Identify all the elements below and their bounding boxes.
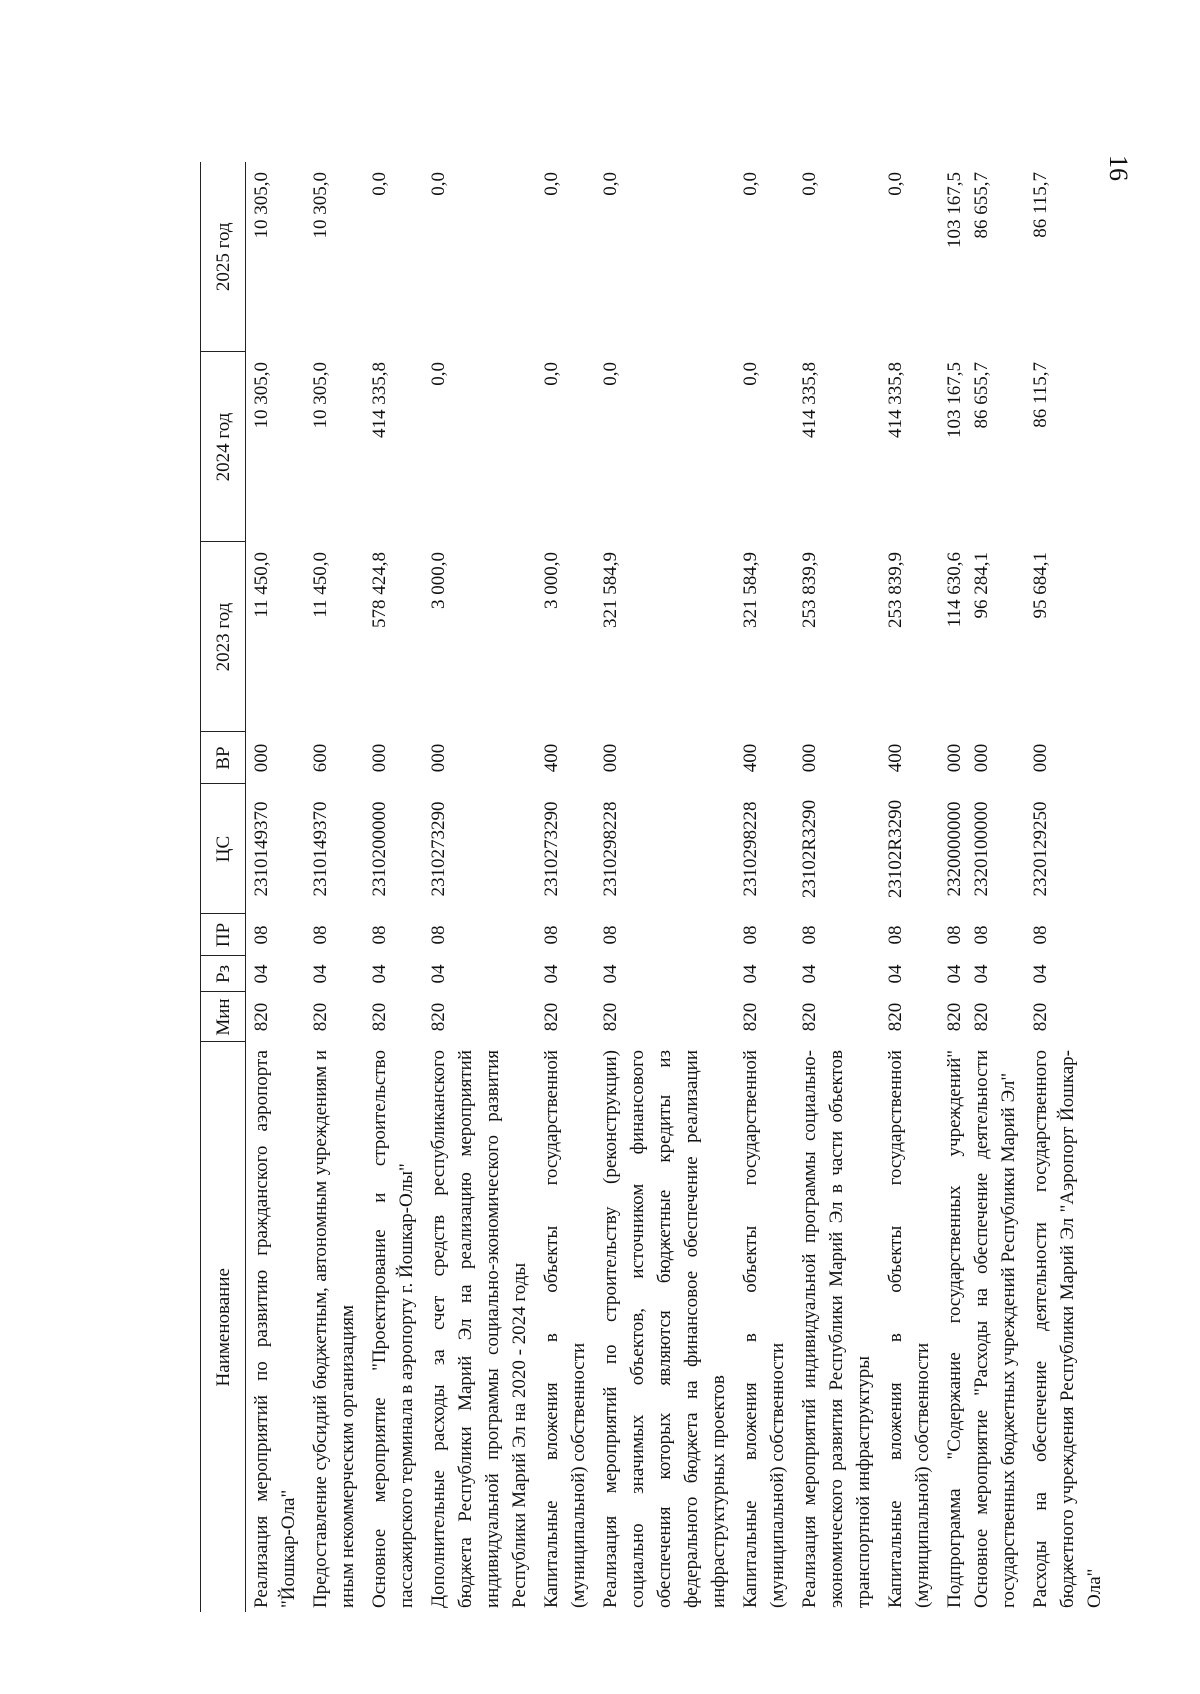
- cell-min: [536, 992, 595, 1042]
- cell-rz-value: 04: [885, 964, 906, 984]
- cell-pr: [735, 914, 794, 956]
- cell-cs: [536, 784, 595, 914]
- cell-2025-value: 0,0: [600, 172, 621, 196]
- cell-cs: [939, 784, 1025, 914]
- cell-cs-value: 2310298228: [600, 801, 621, 897]
- table-row: [423, 162, 536, 1612]
- cell-pr: [939, 914, 1025, 956]
- table-row: [794, 162, 880, 1612]
- table-header: [201, 162, 246, 1612]
- cell-name: Реализация мероприятий индивидуальной программы социально-экономического развития Республики Марий Эл в части объектов транспортной инфраструктуры: [799, 1050, 874, 1608]
- cell-rz: [305, 956, 364, 992]
- cell-cs-value: 2310273290: [428, 801, 449, 897]
- cell-2024: [536, 352, 595, 542]
- cell-cs-value: 23102R3290: [885, 799, 906, 899]
- cell-rz: [423, 956, 536, 992]
- cell-min-value: 820: [251, 1002, 272, 1032]
- cell-2025-value: 10 305,0: [251, 172, 272, 239]
- cell-vr: [246, 732, 306, 784]
- cell-2023-value: 321 584,9: [600, 552, 621, 628]
- cell-min-value: 820: [428, 1002, 449, 1032]
- table-row: [595, 162, 735, 1612]
- cell-name: Предоставление субсидий бюджетным, автономным учреждениям и иным некоммерческим организациям: [310, 1050, 358, 1608]
- header-rz: Рз: [201, 956, 246, 992]
- cell-rz: [880, 956, 939, 992]
- cell-rz-value: 04: [251, 964, 272, 984]
- cell-2023: [794, 542, 880, 732]
- cell-2024: [880, 352, 939, 542]
- cell-name: Капитальные вложения в объекты государственной (муниципальной) собственности: [740, 1050, 788, 1608]
- cell-cs-value: 2320000000: [944, 801, 965, 897]
- cell-pr: [305, 914, 364, 956]
- cell-cs-value: 23102R3290: [799, 799, 820, 899]
- cell-rz-value: 04: [799, 964, 820, 984]
- cell-2023-value: 3 000,0: [541, 552, 562, 609]
- header-vr: ВР: [201, 732, 246, 784]
- cell-pr-value: 08: [799, 925, 820, 945]
- cell-pr-value: 08: [369, 925, 390, 945]
- cell-2025: [1025, 162, 1111, 352]
- cell-pr-value: 08: [971, 925, 992, 945]
- cell-min: [595, 992, 735, 1042]
- cell-vr-value: 000: [1030, 743, 1051, 773]
- cell-2023: [735, 542, 794, 732]
- cell-2025-value: 0,0: [541, 172, 562, 196]
- cell-2024-value: 414 335,8: [885, 362, 906, 438]
- cell-pr-value: 08: [944, 925, 965, 945]
- cell-min: [880, 992, 939, 1042]
- cell-vr-value: 000: [600, 743, 621, 773]
- cell-2024-value: 86 655,7: [971, 362, 992, 429]
- cell-2025: [880, 162, 939, 352]
- header-2025: 2025 год: [201, 162, 246, 352]
- cell-vr-value: 000: [944, 743, 965, 773]
- cell-vr-value: 600: [310, 743, 331, 773]
- cell-cs: [735, 784, 794, 914]
- cell-2023: [1025, 542, 1111, 732]
- cell-2025-value: 0,0: [369, 172, 390, 196]
- cell-vr-value: 000: [971, 743, 992, 773]
- cell-pr: [423, 914, 536, 956]
- cell-2025-value: 86 655,7: [971, 172, 992, 239]
- cell-pr: [364, 914, 423, 956]
- cell-name: Дополнительные расходы за счет средств республиканского бюджета Республики Марий Эл на реализацию мероприятий индивидуальной программы социально-экономического развития Республики Марий Эл на 2020 - 2024 годы: [428, 1050, 530, 1608]
- cell-rz: [536, 956, 595, 992]
- cell-rz: [246, 956, 306, 992]
- cell-rz-value: 04: [541, 964, 562, 984]
- cell-2024-value: 0,0: [600, 362, 621, 386]
- cell-min: [1025, 992, 1111, 1042]
- cell-2023-value: 578 424,8: [369, 552, 390, 628]
- cell-rz-value: 04: [971, 964, 992, 984]
- cell-pr: [794, 914, 880, 956]
- cell-min-value: 820: [944, 1002, 965, 1032]
- cell-vr-value: 000: [369, 743, 390, 773]
- header-row: [201, 162, 246, 1612]
- cell-name: Реализация мероприятий по строительству (реконструкции) социально значимых объектов, источником финансового обеспечения которых являются бюджетные кредиты из федерального бюджета на финансовое обеспечение реализации инфраструктурных проектов: [600, 1050, 729, 1608]
- cell-2023: [305, 542, 364, 732]
- cell-vr-value: 000: [799, 743, 820, 773]
- cell-cs-value: 2310298228: [740, 801, 761, 897]
- cell-2023-value: 114 630,6: [944, 552, 965, 628]
- cell-pr-value: 08: [310, 925, 331, 945]
- cell-2023: [880, 542, 939, 732]
- table-row: [880, 162, 939, 1612]
- cell-2025: [595, 162, 735, 352]
- cell-cs-value: 2310149370: [251, 801, 272, 897]
- cell-2024: [1025, 352, 1111, 542]
- cell-cs: [423, 784, 536, 914]
- cell-cs-value: 2310273290: [541, 801, 562, 897]
- table-row: [246, 162, 306, 1612]
- cell-rz-value: 04: [944, 964, 965, 984]
- cell-cs: [880, 784, 939, 914]
- budget-table-wrapper: [200, 162, 1105, 1612]
- header-pr: ПР: [201, 914, 246, 956]
- cell-min: [939, 992, 1025, 1042]
- cell-vr-value: 400: [541, 743, 562, 773]
- header-name: Наименование: [201, 1042, 246, 1612]
- header-min: Мин: [201, 992, 246, 1042]
- cell-2024-value: 414 335,8: [369, 362, 390, 438]
- cell-2025-value: 103 167,5: [944, 172, 965, 248]
- cell-2023-value: 96 284,1: [971, 552, 992, 619]
- cell-cs-value: 2320129250: [1030, 801, 1051, 897]
- cell-rz: [735, 956, 794, 992]
- cell-vr: [1025, 732, 1111, 784]
- cell-name: Подпрограмма "Содержание государственных учреждений" Основное мероприятие "Расходы на обеспечение деятельности государственных бюджетных учреждений Республики Марий Эл": [944, 1050, 1019, 1608]
- cell-rz-value: 04: [369, 964, 390, 984]
- cell-vr: [880, 732, 939, 784]
- cell-2024: [423, 352, 536, 542]
- cell-2024: [364, 352, 423, 542]
- cell-pr: [1025, 914, 1111, 956]
- cell-2024-value: 414 335,8: [799, 362, 820, 438]
- cell-rz: [595, 956, 735, 992]
- cell-rz: [364, 956, 423, 992]
- cell-2023-value: 253 839,9: [885, 552, 906, 628]
- cell-2023: [364, 542, 423, 732]
- cell-2023: [536, 542, 595, 732]
- cell-2024: [305, 352, 364, 542]
- cell-2024-value: 0,0: [541, 362, 562, 386]
- cell-2023-value: 253 839,9: [799, 552, 820, 628]
- table-row: [939, 162, 1025, 1612]
- cell-name: Расходы на обеспечение деятельности государственного бюджетного учреждения Республики Марий Эл "Аэропорт Йошкар-Ола": [1030, 1050, 1105, 1608]
- cell-pr-value: 08: [251, 925, 272, 945]
- cell-2025-value: 0,0: [885, 172, 906, 196]
- cell-2023: [423, 542, 536, 732]
- cell-name: Основное мероприятие "Проектирование и строительство пассажирского терминала в аэропорту г. Йошкар-Олы": [369, 1050, 417, 1608]
- cell-rz: [939, 956, 1025, 992]
- cell-vr: [794, 732, 880, 784]
- cell-pr-value: 08: [600, 925, 621, 945]
- cell-vr: [305, 732, 364, 784]
- cell-cs-value: 2310149370: [310, 801, 331, 897]
- cell-cs-value: 2310200000: [369, 801, 390, 897]
- cell-pr: [595, 914, 735, 956]
- cell-vr: [364, 732, 423, 784]
- cell-min-value: 820: [369, 1002, 390, 1032]
- cell-cs: [246, 784, 306, 914]
- table-row: [735, 162, 794, 1612]
- cell-vr-value: 000: [251, 743, 272, 773]
- cell-min-value: 820: [885, 1002, 906, 1032]
- cell-rz: [794, 956, 880, 992]
- cell-min-value: 820: [740, 1002, 761, 1032]
- cell-rz-value: 04: [428, 964, 449, 984]
- header-2024: 2024 год: [201, 352, 246, 542]
- cell-min-value: 820: [541, 1002, 562, 1032]
- cell-2023-value: 95 684,1: [1030, 552, 1051, 619]
- table-row: [536, 162, 595, 1612]
- table-row: [1025, 162, 1111, 1612]
- cell-min-value: 820: [310, 1002, 331, 1032]
- cell-2025-value: 0,0: [740, 172, 761, 196]
- cell-name: Капитальные вложения в объекты государственной (муниципальной) собственности: [885, 1050, 933, 1608]
- cell-2024: [939, 352, 1025, 542]
- cell-name: Капитальные вложения в объекты государственной (муниципальной) собственности: [541, 1050, 589, 1608]
- cell-2024: [246, 352, 306, 542]
- cell-2024-value: 10 305,0: [251, 362, 272, 429]
- cell-cs: [595, 784, 735, 914]
- cell-pr-value: 08: [1030, 925, 1051, 945]
- cell-cs: [794, 784, 880, 914]
- cell-2024-value: 86 115,7: [1030, 362, 1051, 428]
- cell-2025-value: 86 115,7: [1030, 172, 1051, 238]
- cell-min-value: 820: [600, 1002, 621, 1032]
- cell-vr: [939, 732, 1025, 784]
- table-row: [305, 162, 364, 1612]
- cell-vr-value: 000: [428, 743, 449, 773]
- cell-2025: [246, 162, 306, 352]
- cell-pr-value: 08: [740, 925, 761, 945]
- cell-vr: [595, 732, 735, 784]
- cell-2025-value: 0,0: [799, 172, 820, 196]
- cell-rz-value: 04: [1030, 964, 1051, 984]
- cell-2025: [305, 162, 364, 352]
- cell-vr: [423, 732, 536, 784]
- cell-pr-value: 08: [885, 925, 906, 945]
- cell-cs: [1025, 784, 1111, 914]
- cell-pr: [246, 914, 306, 956]
- cell-rz: [1025, 956, 1111, 992]
- cell-2024-value: 0,0: [428, 362, 449, 386]
- cell-min: [364, 992, 423, 1042]
- cell-min: [246, 992, 306, 1042]
- cell-2024-value: 0,0: [740, 362, 761, 386]
- cell-2024-value: 10 305,0: [310, 362, 331, 429]
- table-body: [246, 162, 1112, 1612]
- cell-2023-value: 321 584,9: [740, 552, 761, 628]
- cell-pr: [536, 914, 595, 956]
- cell-vr-value: 400: [885, 743, 906, 773]
- cell-vr: [735, 732, 794, 784]
- cell-vr: [536, 732, 595, 784]
- cell-2023: [595, 542, 735, 732]
- cell-2025: [364, 162, 423, 352]
- cell-2023-value: 11 450,0: [251, 552, 272, 618]
- cell-2024: [595, 352, 735, 542]
- cell-2025: [794, 162, 880, 352]
- cell-min: [794, 992, 880, 1042]
- cell-min: [735, 992, 794, 1042]
- cell-rz-value: 04: [310, 964, 331, 984]
- cell-2024: [794, 352, 880, 542]
- cell-pr-value: 08: [428, 925, 449, 945]
- cell-name: Реализация мероприятий по развитию гражданского аэропорта "Йошкар-Ола": [251, 1050, 299, 1608]
- cell-2023-value: 3 000,0: [428, 552, 449, 609]
- cell-2025: [423, 162, 536, 352]
- header-cs: ЦС: [201, 784, 246, 914]
- table-row: [364, 162, 423, 1612]
- cell-min-value: 820: [971, 1002, 992, 1032]
- cell-vr-value: 400: [740, 743, 761, 773]
- cell-pr: [880, 914, 939, 956]
- budget-table: [200, 162, 1111, 1612]
- cell-2023: [939, 542, 1025, 732]
- cell-rz-value: 04: [740, 964, 761, 984]
- cell-2024-value: 103 167,5: [944, 362, 965, 438]
- cell-2023-value: 11 450,0: [310, 552, 331, 618]
- cell-cs: [305, 784, 364, 914]
- header-2023: 2023 год: [201, 542, 246, 732]
- cell-min: [423, 992, 536, 1042]
- cell-min-value: 820: [799, 1002, 820, 1032]
- cell-2025: [735, 162, 794, 352]
- cell-2024: [735, 352, 794, 542]
- cell-rz-value: 04: [600, 964, 621, 984]
- cell-2023: [246, 542, 306, 732]
- cell-cs: [364, 784, 423, 914]
- cell-2025: [939, 162, 1025, 352]
- cell-pr-value: 08: [541, 925, 562, 945]
- cell-2025-value: 10 305,0: [310, 172, 331, 239]
- page-number: 16: [1104, 155, 1133, 181]
- cell-min: [305, 992, 364, 1042]
- cell-2025: [536, 162, 595, 352]
- cell-cs-value: 2320100000: [971, 801, 992, 897]
- cell-min-value: 820: [1030, 1002, 1051, 1032]
- cell-2025-value: 0,0: [428, 172, 449, 196]
